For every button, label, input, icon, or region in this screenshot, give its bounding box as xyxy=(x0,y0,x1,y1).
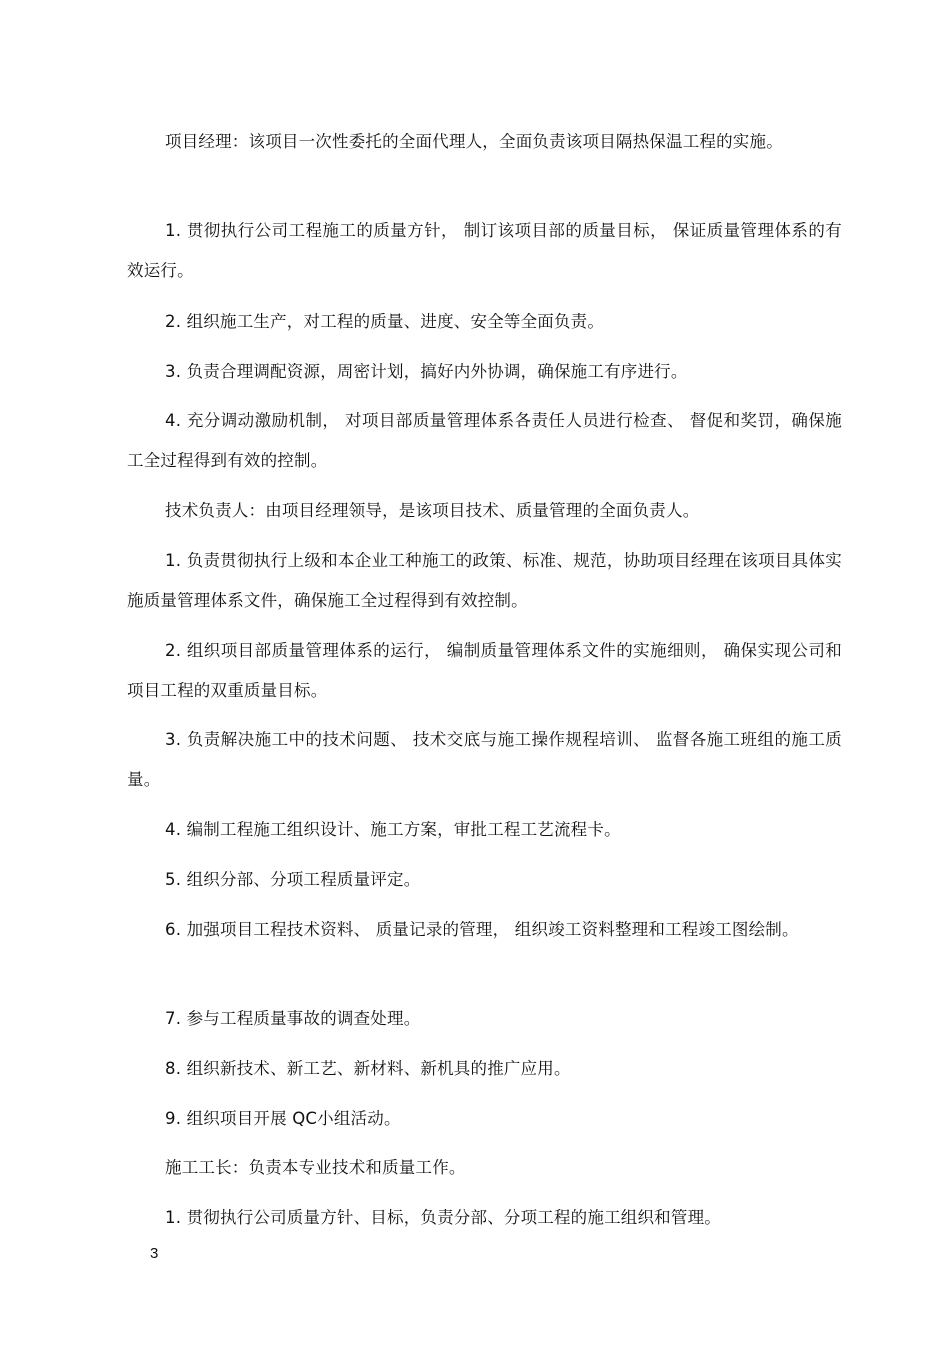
paragraph-pm-item-3: 3. 负责合理调配资源，周密计划，搞好内外协调，确保施工有序进行。 xyxy=(165,362,688,381)
paragraph-pm-item-2: 2. 组织施工生产，对工程的质量、进度、安全等全面负责。 xyxy=(165,312,605,331)
paragraph-tech-item-1: 1. 负责贯彻执行上级和本企业工种施工的政策、标准、规范，协助项目经理在该项目具体实施质量管理体系文件，确保施工全过程得到有效控制。 xyxy=(127,551,842,610)
paragraph-foreman: 施工工长：负责本专业技术和质量工作。 xyxy=(165,1158,466,1177)
paragraph-tech-item-4: 4. 编制工程施工组织设计、施工方案，审批工程工艺流程卡。 xyxy=(165,820,621,839)
paragraph-tech-item-8: 8. 组织新技术、新工艺、新材料、新机具的推广应用。 xyxy=(165,1059,571,1078)
paragraph-project-manager: 项目经理：该项目一次性委托的全面代理人，全面负责该项目隔热保温工程的实施。 xyxy=(165,132,783,151)
paragraph-tech-lead: 技术负责人：由项目经理领导，是该项目技术、质量管理的全面负责人。 xyxy=(165,501,700,520)
paragraph-pm-item-4: 4. 充分调动激励机制， 对项目部质量管理体系各责任人员进行检查、 督促和奖罚，确保施工全过程得到有效的控制。 xyxy=(127,411,842,470)
paragraph-pm-item-1: 1. 贯彻执行公司工程施工的质量方针， 制订该项目部的质量目标， 保证质量管理体系的有效运行。 xyxy=(127,221,842,280)
paragraph-tech-item-9: 9. 组织项目开展 QC小组活动。 xyxy=(165,1109,401,1128)
paragraph-tech-item-2: 2. 组织项目部质量管理体系的运行， 编制质量管理体系文件的实施细则， 确保实现公司和项目工程的双重质量目标。 xyxy=(127,641,842,700)
page-number: 3 xyxy=(150,1245,159,1262)
paragraph-tech-item-6: 6. 加强项目工程技术资料、 质量记录的管理， 组织竣工资料整理和工程竣工图绘制。 xyxy=(165,920,799,939)
paragraph-tech-item-3: 3. 负责解决施工中的技术问题、 技术交底与施工操作规程培训、 监督各施工班组的施工质量。 xyxy=(127,730,842,789)
paragraph-tech-item-7: 7. 参与工程质量事故的调查处理。 xyxy=(165,1009,421,1028)
paragraph-foreman-item-1: 1. 贯彻执行公司质量方针、目标，负责分部、分项工程的施工组织和管理。 xyxy=(165,1208,721,1227)
paragraph-tech-item-5: 5. 组织分部、分项工程质量评定。 xyxy=(165,870,421,889)
